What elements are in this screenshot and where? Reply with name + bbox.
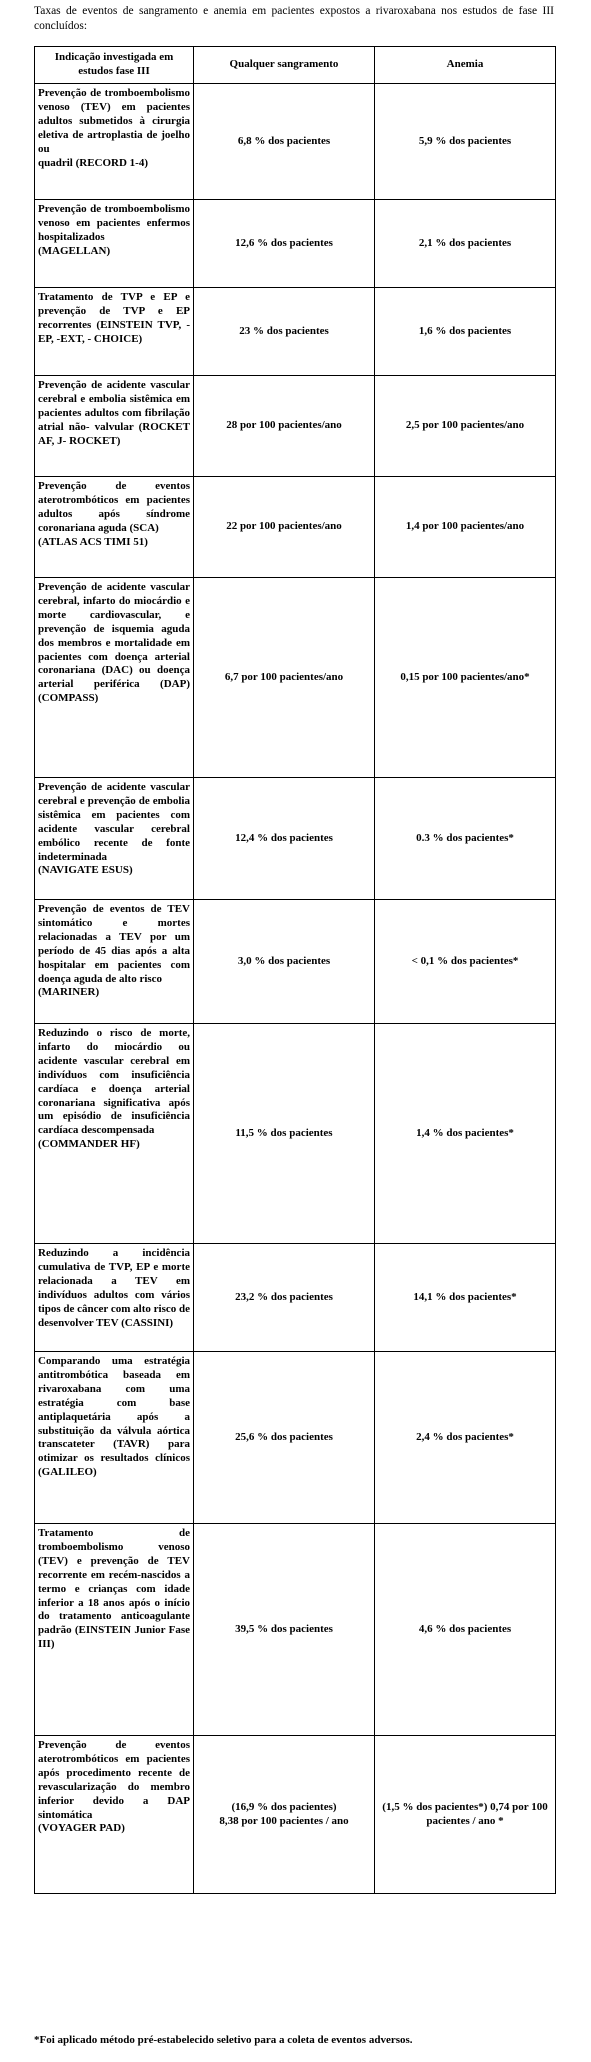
- table-row: [35, 1244, 556, 1352]
- header-bleeding: Qualquer sangramento: [194, 47, 375, 84]
- footnote: *Foi aplicado método pré-estabelecido seletivo para a coleta de eventos adversos.: [34, 2034, 413, 2046]
- indication-cell: Prevenção de acidente vascular cerebral e prevenção de embolia sistêmica em pacientes com acidente vascular cerebral embólico recente de fonte indeterminada (NAVIGATE ESUS): [35, 778, 194, 900]
- anemia-cell: 1,4 % dos pacientes*: [375, 1024, 556, 1244]
- bleeding-cell: 28 por 100 pacientes/ano: [194, 376, 375, 477]
- anemia-cell: < 0,1 % dos pacientes*: [375, 900, 556, 1024]
- bleeding-cell: (16,9 % dos pacientes) 8,38 por 100 pacientes / ano: [194, 1736, 375, 1894]
- table-row: [35, 200, 556, 288]
- table-row: [35, 578, 556, 778]
- bleeding-cell: 23,2 % dos pacientes: [194, 1244, 375, 1352]
- anemia-cell: 2,1 % dos pacientes: [375, 200, 556, 288]
- table-caption: Taxas de eventos de sangramento e anemia em pacientes expostos a rivaroxabana nos estudos de fase III concluídos:: [34, 5, 554, 32]
- anemia-cell: (1,5 % dos pacientes*) 0,74 por 100 pacientes / ano *: [375, 1736, 556, 1894]
- indication-cell: Comparando uma estratégia antitrombótica baseada em rivaroxabana com uma estratégia com base antiplaquetária após a substituição da válvula aórtica transcateter (TAVR) para otimizar os resultados clínicos (GALILEO): [35, 1352, 194, 1524]
- bleeding-cell: 3,0 % dos pacientes: [194, 900, 375, 1024]
- bleeding-cell: 6,8 % dos pacientes: [194, 84, 375, 200]
- indication-cell: Reduzindo o risco de morte, infarto do miocárdio ou acidente vascular cerebral em indivíduos com insuficiência cardíaca e doença arterial coronariana significativa após um episódio de insuficiência cardíaca descompensada (COMMANDER HF): [35, 1024, 194, 1244]
- anemia-cell: 4,6 % dos pacientes: [375, 1524, 556, 1736]
- indication-cell: Reduzindo a incidência cumulativa de TVP, EP e morte relacionada a TEV em indivíduos adultos com vários tipos de câncer com alto risco de desenvolver TEV (CASSINI): [35, 1244, 194, 1352]
- table-row: [35, 376, 556, 477]
- table-header-row: [35, 47, 556, 84]
- anemia-cell: 14,1 % dos pacientes*: [375, 1244, 556, 1352]
- table-row: [35, 1024, 556, 1244]
- indication-cell: Prevenção de eventos de TEV sintomático e mortes relacionadas a TEV por um período de 45 dias após a alta hospitalar em pacientes com doença aguda de alto risco (MARINER): [35, 900, 194, 1024]
- bleeding-cell: 22 por 100 pacientes/ano: [194, 477, 375, 578]
- anemia-cell: 1,4 por 100 pacientes/ano: [375, 477, 556, 578]
- indication-cell: Prevenção de eventos aterotrombóticos em pacientes adultos após síndrome coronariana aguda (SCA) (ATLAS ACS TIMI 51): [35, 477, 194, 578]
- indication-cell: Tratamento de tromboembolismo venoso (TEV) e prevenção de TEV recorrente em recém-nascidos a termo e crianças com idade inferior a 18 anos após o início do tratamento anticoagulante padrão (EINSTEIN Junior Fase III): [35, 1524, 194, 1736]
- indication-cell: Tratamento de TVP e EP e prevenção de TVP e EP recorrentes (EINSTEIN TVP, -EP, -EXT, - CHOICE): [35, 288, 194, 376]
- indication-cell: Prevenção de tromboembolismo venoso em pacientes enfermos hospitalizados (MAGELLAN): [35, 200, 194, 288]
- anemia-cell: 2,4 % dos pacientes*: [375, 1352, 556, 1524]
- table-row: [35, 1736, 556, 1894]
- table-row: [35, 84, 556, 200]
- indication-cell: Prevenção de acidente vascular cerebral e embolia sistêmica em pacientes adultos com fibrilação atrial não- valvular (ROCKET AF, J- ROCKET): [35, 376, 194, 477]
- table-row: [35, 900, 556, 1024]
- table-row: [35, 288, 556, 376]
- indication-cell: Prevenção de acidente vascular cerebral, infarto do miocárdio e morte cardiovascular, e prevenção de isquemia aguda dos membros e mortalidade em pacientes com doença arterial coronariana (DAC) ou doença arterial periférica (DAP) (COMPASS): [35, 578, 194, 778]
- anemia-cell: 5,9 % dos pacientes: [375, 84, 556, 200]
- anemia-cell: 1,6 % dos pacientes: [375, 288, 556, 376]
- bleeding-cell: 23 % dos pacientes: [194, 288, 375, 376]
- bleeding-cell: 39,5 % dos pacientes: [194, 1524, 375, 1736]
- bleeding-anemia-table: [34, 46, 556, 1894]
- indication-cell: Prevenção de tromboembolismo venoso (TEV) em pacientes adultos submetidos à cirurgia eletiva de artroplastia de joelho ou quadril (RECORD 1-4): [35, 84, 194, 200]
- anemia-cell: 0,15 por 100 pacientes/ano*: [375, 578, 556, 778]
- header-anemia: Anemia: [375, 47, 556, 84]
- bleeding-cell: 12,4 % dos pacientes: [194, 778, 375, 900]
- indication-cell: Prevenção de eventos aterotrombóticos em pacientes após procedimento recente de revascularização do membro inferior devido a DAP sintomática (VOYAGER PAD): [35, 1736, 194, 1894]
- bleeding-cell: 6,7 por 100 pacientes/ano: [194, 578, 375, 778]
- bleeding-cell: 11,5 % dos pacientes: [194, 1024, 375, 1244]
- table-row: [35, 477, 556, 578]
- table-row: [35, 1352, 556, 1524]
- anemia-cell: 2,5 por 100 pacientes/ano: [375, 376, 556, 477]
- bleeding-cell: 25,6 % dos pacientes: [194, 1352, 375, 1524]
- table-row: [35, 778, 556, 900]
- header-indication: Indicação investigada em estudos fase III: [35, 47, 194, 84]
- table-row: [35, 1524, 556, 1736]
- anemia-cell: 0.3 % dos pacientes*: [375, 778, 556, 900]
- bleeding-cell: 12,6 % dos pacientes: [194, 200, 375, 288]
